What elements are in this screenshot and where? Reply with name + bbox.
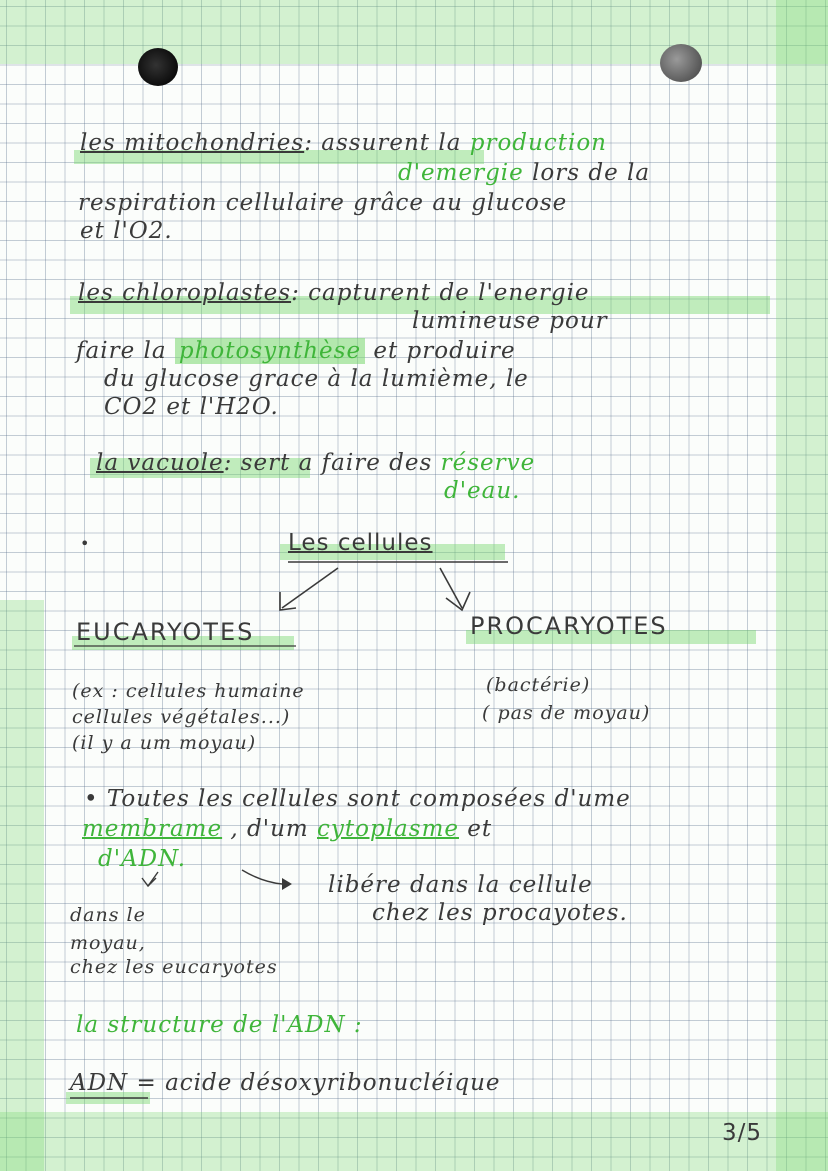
page-number: 3/5 [722, 1120, 763, 1146]
procaryotes-example-2: ( pas de moyau) [482, 702, 651, 724]
arrowhead-adn-to-cytoplasm [282, 878, 292, 890]
vacuole-line-2: d'eau. [444, 478, 521, 504]
eucaryotes-example-2: cellules végétales...) [72, 706, 291, 728]
composition-text-a: , d'um [222, 816, 318, 842]
arrowhead-adn-to-nucleus [142, 878, 156, 886]
mitochondries-line-4: et l'O2. [80, 218, 173, 244]
composition-adn: d'ADN. [98, 846, 187, 872]
chloroplastes-term: les chloroplastes [78, 280, 292, 306]
structure-adn-heading: la structure de l'ADN : [76, 1012, 363, 1038]
adn-procaryotes-1: libére dans la cellule [328, 872, 593, 898]
chloroplastes-line-5: CO2 et l'H2O. [104, 394, 279, 420]
mitochondries-term: les mitochondries [80, 130, 305, 156]
eucaryotes-title: EUCARYOTES [76, 618, 255, 646]
adn-eucaryotes-3: chez les eucaryotes [70, 956, 278, 978]
composition-cytoplasme: cytoplasme [317, 816, 459, 842]
mitochondries-text-a: assurent la [321, 130, 470, 156]
mitochondries-text-b: lors de la [523, 160, 651, 186]
procaryotes-example-1: (bactérie) [486, 674, 591, 696]
chloroplastes-text-a: capturent de l'energie [308, 280, 590, 306]
mitochondries-line-3: respiration cellulaire grâce au glucose [78, 190, 568, 216]
chloroplastes-text-c: et produire [365, 338, 516, 364]
adn-term: ADN [70, 1070, 129, 1096]
composition-text-b: et [459, 816, 493, 842]
mitochondries-colon: : [304, 130, 313, 156]
procaryotes-title: PROCARYOTES [470, 612, 668, 640]
adn-eucaryotes-1: dans le [70, 904, 146, 926]
cellules-title: Les cellules [288, 530, 433, 556]
vacuole-colon: : [223, 450, 233, 476]
adn-definition [70, 1070, 501, 1096]
composition-line-2 [82, 816, 492, 842]
adn-definition-text: = acide désoxyribonucléique [128, 1070, 501, 1096]
arrow-to-eucaryotes [282, 568, 338, 608]
chloroplastes-colon: : [291, 280, 300, 306]
arrow-adn-to-cytoplasm [242, 870, 282, 884]
eucaryotes-example-1: (ex : cellules humaine [72, 680, 305, 702]
chloroplastes-line-4: du glucose grace à la lumième, le [104, 366, 529, 392]
adn-eucaryotes-2: moyau, [70, 932, 146, 954]
vacuole-text-a: sert a faire des [240, 450, 441, 476]
composition-line-1: • Toutes les cellules sont composées d'ume [84, 786, 631, 812]
composition-membrane: membrame [82, 816, 223, 842]
eucaryotes-example-3: (il y a um moyau) [72, 732, 257, 754]
chloroplastes-line-2: lumineuse pour [412, 308, 608, 334]
vacuole-reserve: réserve [440, 450, 536, 476]
mitochondries-energie: d'emergie [398, 160, 524, 186]
chloroplastes-text-b: faire la [76, 338, 175, 364]
bullet-dot: • [80, 534, 91, 553]
vacuole-term: la vacuole [96, 450, 224, 476]
chloroplastes-photosynthese: photosynthèse [175, 338, 365, 364]
adn-procaryotes-2: chez les procayotes. [372, 900, 628, 926]
mitochondries-production: production [469, 130, 607, 156]
